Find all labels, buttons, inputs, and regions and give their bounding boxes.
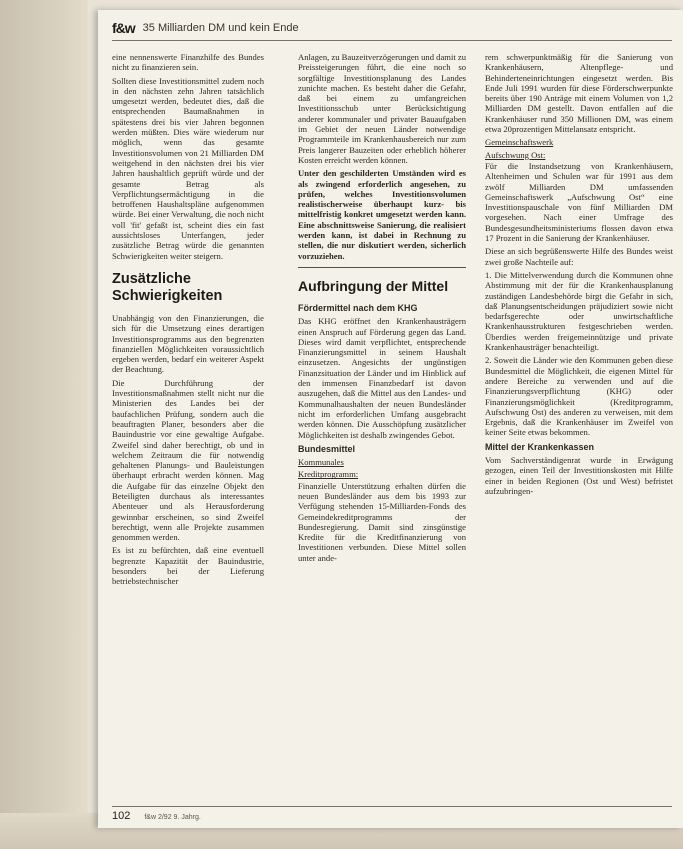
footer-source: f&w 2/92 9. Jahrg.	[144, 814, 201, 821]
paragraph: Finanzielle Unterstützung erhalten dürfen die neuen Bundesländer aus dem bis 1993 zur Verfügung stehenden 15-Milliarden-Fonds des Gemeindekreditprogramms der Bundesregierung. Damit sind zinsgünstige Kredite für die Kreditfinanzierung von Investitionen verbunden. Diese Mittel sollen unter ande-	[298, 480, 466, 563]
subsection-heading: Mittel der Krankenkassen	[485, 441, 595, 452]
section-heading: Aufbringung der Mittel	[298, 277, 449, 294]
underlined-subhead: Kreditprogramm:	[298, 469, 359, 480]
paragraph: Vom Sachverständigenrat wurde in Erwägung gezogen, einen Teil der Investitionskosten mit Hilfe einer in beiden Regionen (Ost und West) befristet aufzubringen-	[485, 454, 673, 496]
underlined-subhead: Kommunales	[298, 457, 344, 468]
paragraph: 2. Soweit die Länder wie den Kommunen geben diese Bundesmittel die Möglichkeit, die eigenen Mittel für andere Bereiche zu verwenden und auf die Finanzierungsverpflichtung (KHG) oder Finanzierungsmöglichkeit (Kreditprogramm, Aufschwung Ost) des anderen zu verweisen, mit dem Ergebnis, daß die Krankenhäuser im Zweifel von keiner Seite etwas bekommen.	[485, 355, 673, 438]
paragraph: Unabhängig von den Finanzierungen, die sich für die Umsetzung eines derartigen Investitionsprogramms aus den begrenzten finanziellen Möglichkeiten voraussichtlich ergeben werden, bedarf ein weiterer Aspekt der Beachtung.	[112, 312, 264, 375]
page-number: 102	[112, 810, 131, 822]
heading-line: Zusätzliche	[112, 270, 191, 287]
subsection-heading: Fördermittel nach dem KHG	[298, 302, 418, 313]
heading-line: Schwierigkeiten	[112, 287, 223, 304]
paragraph: rem schwerpunktmäßig für die Sanierung von Krankenhäusern, Altenpflege- und Behinderteneinrichtungen eingesetzt werden. Bis Ende Juli 1991 wurden für diese Förderschwerpunkte bereits über 190 Anträge mit einem Volumen von 1,2 Milliarden DM gestellt. Davon entfallen auf die Krankenhäuser rund 350 Millionen DM, was einem etwa 20prozentigen Mittelansatz entspricht.	[485, 52, 673, 135]
page-footer	[112, 806, 672, 822]
paragraph: Die Durchführung der Investitionsmaßnahmen stellt nicht nur die Ministerien des Landes bei der baufachlichen Prüfung, sondern auch die beauftragten Planer, besonders aber die Bauindustrie vor eine gewaltige Aufgabe. Zweifel sind daher berechtigt, ob und in welchem Zeitraum die für notwendig gehaltenen Planungs- und Bauleistungen überhaupt erbracht werden können. Mag die Aufgabe für das einzelne Objekt den Beteiligten durchaus als interessantes Abenteuer und als Herausforderung gewinnbar erscheinen, so sind Zweifel berechtigt, wenn alle Projekte zusammen genommen werden.	[112, 377, 264, 543]
divider	[298, 267, 466, 268]
paragraph: Das KHG eröffnet den Krankenhausträgern einen Anspruch auf Förderung gegen das Land. Dieses wird damit verpflichtet, entsprechende Finanzierungsmittel in seinem Haushalt einzusetzen. Angesichts der ungünstigen Finanzsituation der Länder und im Hinblick auf den immensen Finanzbedarf ist davon auszugehen, daß die Mittel aus den Landes- und Kommunalhaushalten der neuen Bundesländer nicht im erforderlichen Umfang ausgebracht werden können. Die Ausschöpfung zusätzlicher Möglichkeiten ist deshalb zwingendes Gebot.	[298, 316, 466, 440]
bold-paragraph: Unter den geschilderten Umständen wird es als zwingend erforderlich angesehen, zu prüfen, welches Investitionsvolumen realistischerweise überhaupt kurz- bis mittelfristig konkret umgesetzt werden kann. Eine abschnittsweise Sanierung, die realisiert werden kann, ist dabei in Rechnung zu stellen, die nur diskutiert werden, sicherlich vorzuziehen.	[298, 168, 466, 261]
column-right	[485, 52, 673, 499]
document-page	[98, 10, 683, 828]
underlined-subhead: Aufschwung Ost:	[485, 149, 546, 160]
running-title: 35 Milliarden DM und kein Ende	[142, 22, 299, 34]
column-left	[112, 52, 264, 590]
paragraph: Anlagen, zu Bauzeitverzögerungen und damit zu Preissteigerungen führt, die eine noch so sorgfältige Investitionsplanung des Landes zunichte machen. Es besteht daher die Gefahr, daß bei einem zu umfangreichen Investitionsschub unter Berücksichtigung anderer kommunaler und privater Bauaufgaben im Gebiet der neuen Länder notwendige Programmteile im Krankenhausbereich nur zum Preis langerer Bauzeiten oder erheblich höherer Kosten erreicht werden können.	[298, 52, 466, 165]
subsection-heading: Bundesmittel	[298, 443, 356, 454]
paragraph: eine nennenswerte Finanzhilfe des Bundes nicht zu finanzieren sein.	[112, 52, 264, 73]
underlined-subhead: Gemeinschaftswerk	[485, 137, 554, 148]
paragraph: Diese an sich begrüßenswerte Hilfe des Bundes weist zwei große Nachteile auf:	[485, 246, 673, 267]
running-header	[112, 16, 672, 41]
paragraph: Sollten diese Investitionsmittel zudem noch in den nächsten zehn Jahren tatsächlich umgesetzt werden, bedeutet dies, daß die entsprechenden Baumaßnahmen in spätestens drei bis vier Jahren begonnen werden müßten. Dies wäre wiederum nur möglich, wenn das gesamte Investitionsvolumen von 21 Milliarden DM weitgehend in den nächsten drei bis vier Jahren haushaltlich geprüft würde und der gesamte Betrag als Verpflichtungsermächtigung in die betroffenen Haushaltspläne aufgenommen würde. Bei einer Verwaltung, die noch nicht voll 'fit' gefaßt ist, scheint dies ein fast aussichtsloses Unterfangen, jeder zusätzliche Betrag würde die genannten Schwierigkeiten weiter steigern.	[112, 75, 264, 261]
section-heading	[112, 271, 264, 305]
paragraph: Für die Instandsetzung von Krankenhäusern, Altenheimen und Schulen war für 1991 aus dem zwölf Milliarden DM umfassenden Gemeinschaftswerk „Aufschwung Ost“ eine Investitionspauschale von fünf Milliarden DM vorgesehen. Nach einer Umfrage des Bundesgesundheitsministeriums flossen davon etwa 17 Prozent in die Sanierung der Krankenhäuser.	[485, 160, 673, 244]
paragraph: 1. Die Mittelverwendung durch die Kommunen ohne Abstimmung mit der für die Krankenhausplanung zuständigen Landesbehörde birgt die Gefahr in sich, daß Planungsentscheidungen präjudiziert sowie nicht bedarfsgerechte oder unwirtschaftliche Krankenhausstrukturen festgeschrieben werden. Überdies werden freigemeinnützige und private Krankenhausträger benachteiligt.	[485, 269, 673, 353]
column-middle	[298, 52, 466, 566]
publication-logo: f&w	[112, 20, 135, 36]
paragraph: Es ist zu befürchten, daß eine eventuell begrenzte Kapazität der Bauindustrie, besonders bei der Lieferung betriebstechnischer	[112, 545, 264, 587]
scan-shadow-left	[0, 0, 88, 849]
